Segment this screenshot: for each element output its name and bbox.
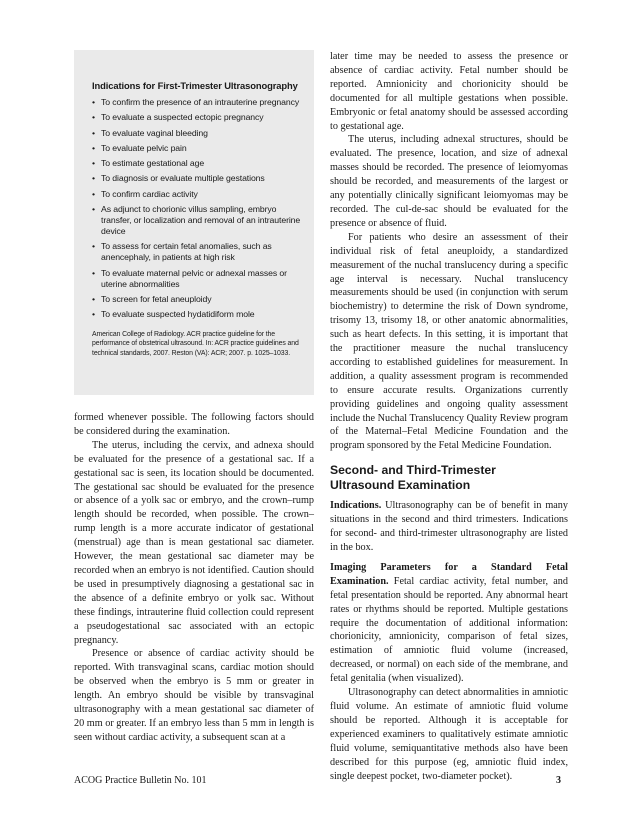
list-item: • To evaluate vaginal bleeding [92,128,302,139]
list-item: • To evaluate suspected hydatidiform mole [92,309,302,320]
box-reference: American College of Radiology. ACR practice guideline for the performance of obstetrical ultrasound. In: ACR practice guidelines and technical standards, 2007. Reston (VA): ACR; 2007. p. 1025–1033. [92,331,299,357]
paragraph: The uterus, including adnexal structures, should be evaluated. The presence, location, and size of adnexal masses should be recorded. The presence of leiomyomas should be recorded, and measurements of the largest or any potentially clinically significant leiomyomas may be recorded. The cul-de-sac should be evaluated for the presence or absence of fluid. [330,134,568,229]
list-item: • To confirm the presence of an intrauterine pregnancy [92,97,302,108]
paragraph: Ultrasonography can detect abnormalities in amniotic fluid volume. An estimate of amniotic fluid volume should be reported. Although it is acceptable for experienced examiners to qualitatively estimate amniotic fluid volume, semiquantitative methods also have been described for this purpose (eg, amniotic fluid index, single deepest pocket, two-diameter pocket). [330,687,568,782]
paragraph: The uterus, including the cervix, and adnexa should be evaluated for the presence of a gestational sac. If a gestational sac is seen, its location should be documented. The gestational sac should be evaluated for the presence or absence of a yolk sac or embryo, and the crown–rump length should be recorded, when possible. The crown–rump length is a more accurate indicator of gestational (menstrual) age than is mean gestational sac diameter. However, the mean gestational sac diameter may be recorded when an embryo is not identified. Caution should be used in presumptively diagnosing a gestational sac in the absence of a definite embryo or yolk sac. Without these findings, intrauterine fluid collection could represent a pseudogestational sac associated with an ectopic pregnancy. [74,439,314,646]
paragraph: formed whenever possible. The following factors should be considered during the examination. [74,412,314,437]
list-item: • To screen for fetal aneuploidy [92,294,302,305]
list-item: • As adjunct to chorionic villus sampling, embryo transfer, or localization and removal of an intrauterine device [92,204,302,237]
left-body [74,411,314,745]
indications-list [92,97,302,320]
footer-title: ACOG Practice Bulletin No. 101 [74,775,207,786]
indications-box [74,50,314,395]
list-item: • To evaluate a suspected ectopic pregnancy [92,112,302,123]
paragraph [330,561,568,686]
heading-line-1: Second- and Third-Trimester [330,463,496,478]
list-item: • To estimate gestational age [92,158,302,169]
list-item: • To evaluate maternal pelvic or adnexal masses or uterine abnormalities [92,268,302,290]
paragraph [330,499,568,555]
page-number: 3 [556,775,561,786]
list-item: • To assess for certain fetal anomalies, such as anencephaly, in patients at high risk [92,241,302,263]
right-column [330,50,568,783]
paragraph-text: Ultrasonography can be of benefit in many situations in the second and third trimesters. Indications for second- and third-trimester ultrasonography are listed in the box. [330,500,568,553]
left-column [74,50,314,745]
paragraph: For patients who desire an assessment of their individual risk of fetal aneuploidy, a standardized measurement of the nuchal translucency during a specific age interval is necessary. Nuchal translucency measurements should be used (in conjunction with serum biochemistry) to determine the risk of Down syndrome, trisomy 13, trisomy 18, or other anatomic abnormalities, such as heart defects. In this setting, it is important that the practitioner measure the nuchal translucency according to established guidelines for measurement. In addition, a quality assessment program is recommended to ensure accurate results. Organizations currently providing guidelines and ongoing quality assessment include the Nuchal Translucency Quality Review program of the Maternal–Fetal Medicine Foundation and the program sponsored by the Fetal Medicine Foundation. [330,231,568,452]
list-item: • To diagnosis or evaluate multiple gestations [92,173,302,184]
subheading-imaging-parameters: Imaging Parameters for a Standard Fetal Examination. [330,561,568,587]
paragraph: Presence or absence of cardiac activity should be reported. With transvaginal scans, cardiac motion should be observed when the embryo is 5 mm or greater in length. An embryo should be visible by transvaginal ultrasonography with a mean gestational sac diameter of 20 mm or greater. If an embryo less than 5 mm in length is seen without cardiac activity, a subsequent scan at a [74,648,314,743]
box-title: Indications for First-Trimester Ultrasonography [92,80,298,91]
paragraph-text: Fetal cardiac activity, fetal number, and fetal presentation should be reported. Any abnormal heart rates or rhythms should be reported. Multiple gestations require the documentation of additional information: chorionicity, amnionicity, comparison of fetal sizes, estimation of amniotic fluid volume (increased, decreased, or normal) on each side of the membrane, and fetal genitalia (when visualized). [330,575,568,685]
paragraph: later time may be needed to assess the presence or absence of cardiac activity. Fetal number should be reported. Amnionicity and chorionicity should be documented for all multiple gestations when possible. Embryonic or fetal anatomy should be assessed according to gestational age. [330,51,568,132]
list-item: • To evaluate pelvic pain [92,143,302,154]
heading-line-2: Ultrasound Examination [330,478,471,493]
section-heading [330,463,568,493]
list-item: • To confirm cardiac activity [92,189,302,200]
subheading-indications: Indications. [330,500,382,512]
